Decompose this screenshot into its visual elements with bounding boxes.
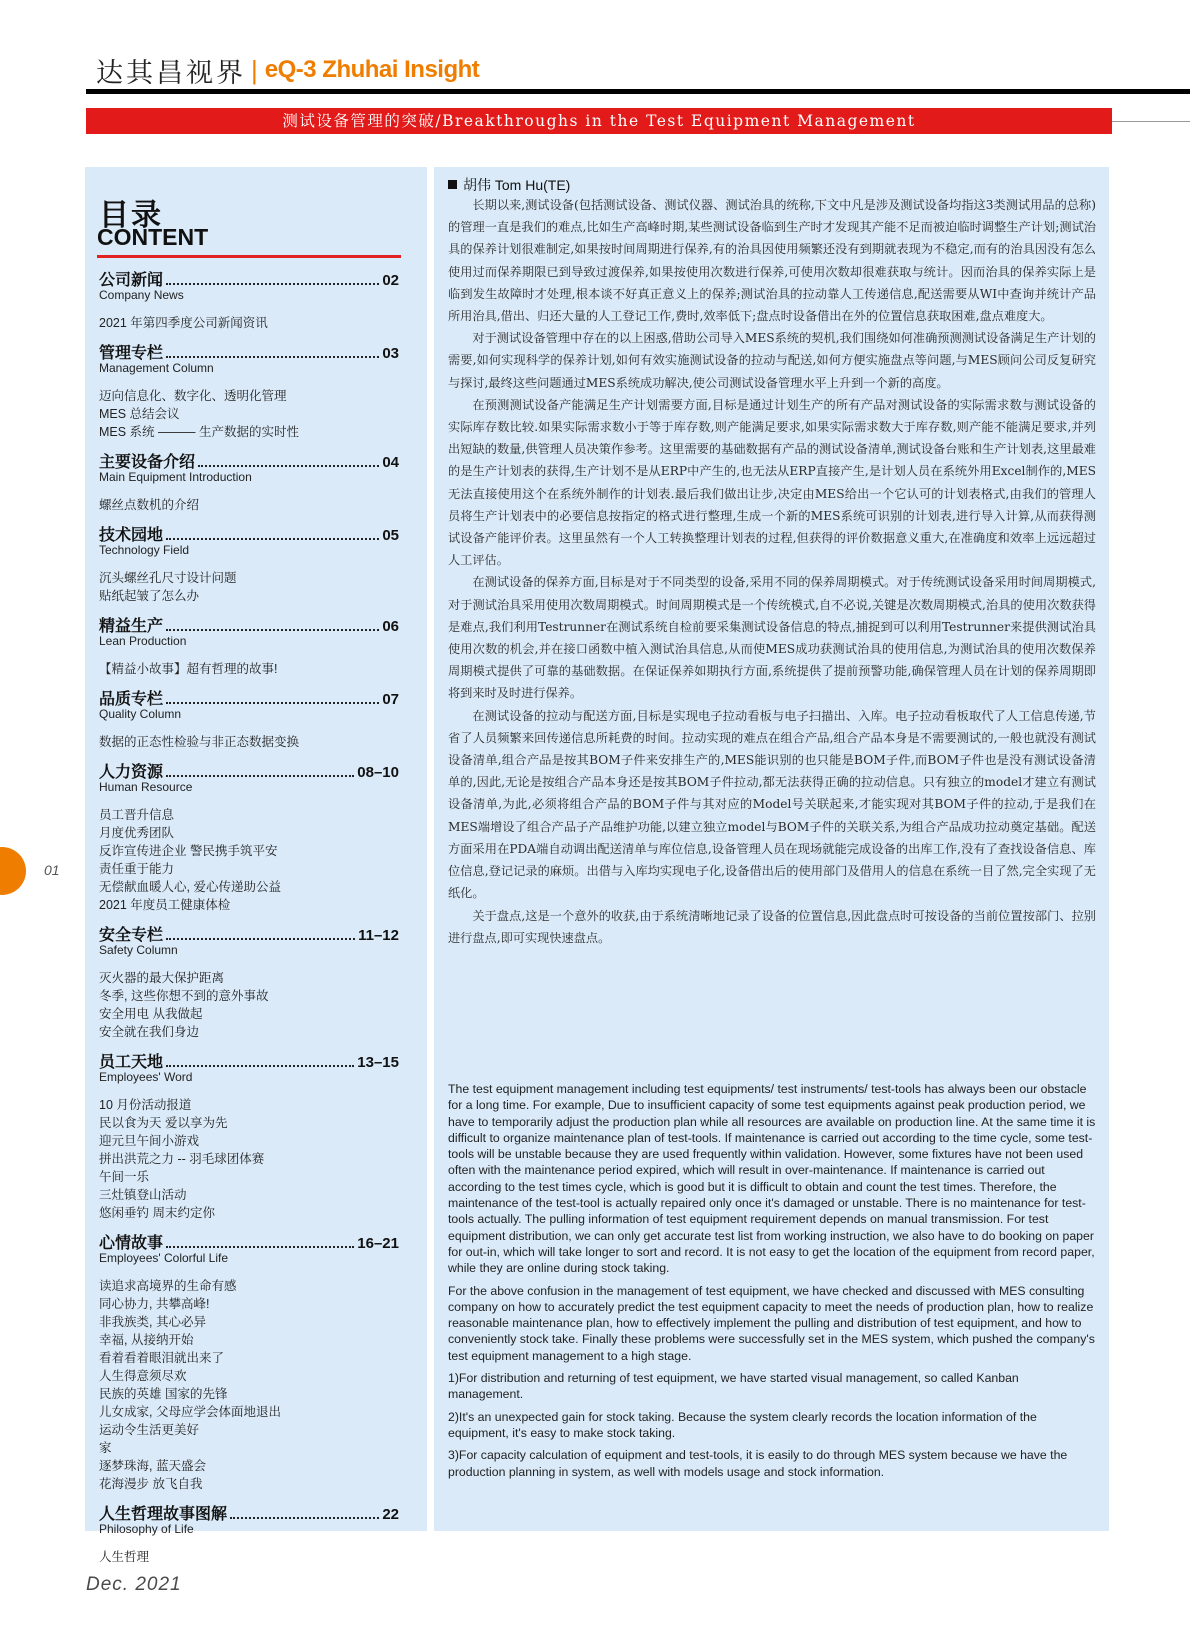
toc-page-number: 06 <box>382 618 399 635</box>
toc-item-list <box>99 1277 399 1493</box>
toc-item[interactable]: 【精益小故事】超有哲理的故事! <box>99 662 278 676</box>
toc-section-subtitle: Safety Column <box>99 943 178 957</box>
toc-item[interactable]: 花海漫步 放飞自我 <box>99 1477 203 1491</box>
dot-leader <box>166 356 379 358</box>
toc-item[interactable]: 人生得意须尽欢 <box>99 1369 187 1383</box>
toc-section <box>99 449 399 514</box>
toc-section-subtitle: Employees' Word <box>99 1070 193 1084</box>
toc-entry[interactable] <box>99 613 399 633</box>
toc-item[interactable]: 民以食为天 爱以享为先 <box>99 1116 228 1130</box>
toc-item[interactable]: 迈向信息化、数字化、透明化管理 <box>99 389 287 403</box>
toc-item[interactable]: 拼出洪荒之力 -- 羽毛球团体赛 <box>99 1152 265 1166</box>
article-body-zh <box>448 194 1096 949</box>
toc-section <box>99 922 399 1041</box>
toc-entry[interactable] <box>99 922 399 942</box>
toc-page-number: 22 <box>382 1506 399 1523</box>
article-title-banner: 测试设备管理的突破/Breakthroughs in the Test Equipment Management <box>86 108 1112 134</box>
toc-item[interactable]: 悠闲垂钓 周末约定你 <box>99 1206 215 1220</box>
dot-leader <box>166 283 379 285</box>
toc-section-title: 管理专栏 <box>99 345 164 362</box>
dot-leader <box>166 1246 354 1248</box>
toc-item[interactable]: 家 <box>99 1441 112 1455</box>
toc-item[interactable]: 儿女成家, 父母应学会体面地退出 <box>99 1405 281 1419</box>
toc-section-subtitle: Quality Column <box>99 707 182 721</box>
toc-item[interactable]: 人生哲理 <box>99 1550 150 1564</box>
toc-entry[interactable] <box>99 1230 399 1250</box>
toc-page-number: 07 <box>382 691 399 708</box>
toc-section-subtitle: Technology Field <box>99 543 190 557</box>
toc-section-title: 员工天地 <box>99 1054 164 1071</box>
toc-section <box>99 340 399 441</box>
toc-page-number: 02 <box>382 272 399 289</box>
toc-item[interactable]: 沉头螺丝孔尺寸设计问题 <box>99 571 237 585</box>
toc-entry[interactable] <box>99 759 399 779</box>
toc-item[interactable]: MES 总结会议 <box>99 407 180 421</box>
toc-item-list <box>99 733 399 751</box>
dot-leader <box>198 465 379 467</box>
toc-section-title: 人力资源 <box>99 764 164 781</box>
toc-item[interactable]: 三灶镇登山活动 <box>99 1188 187 1202</box>
paragraph-zh: 在预测测试设备产能满足生产计划需要方面,目标是通过计划生产的所有产品对测试设备的实际需求数与测试设备的实际库存数比较.如果实际需求数小于等于库存数,则产能满足要求,如果实际需求数大于库存数,则产能不能满足要求,并列出短缺的数量,供管理人员决策作参考。这里需要的基础数据有产品的测试设备清单,测试设备台账和生产计划表,这里最难的是生产计划表的获得,生产计划不是从ERP中产生的,也无法从ERP直接产生,是计划人员在系统外用Excel制作的,MES无法直接使用这个在系统外制作的计划表.最后我们做出让步,决定由MES给出一个它认可的计划表格式,由我们的管理人员将生产计划表中的必要信息按指定的格式进行整理,生成一个新的MES系统可识别的计划表,进行导入计算,从而获得测试设备产能评价表。这里虽然有一个人工转换整理计划表的过程,但获得的评价数据意义重大,在准确度和效率上远远超过人工评估。 <box>448 397 1096 568</box>
toc-section <box>99 759 399 914</box>
toc-section-title: 品质专栏 <box>99 691 164 708</box>
dot-leader <box>166 538 379 540</box>
toc-item[interactable]: 反诈宣传进企业 警民携手筑平安 <box>99 844 278 858</box>
toc-item[interactable]: 同心协力, 共攀高峰! <box>99 1297 210 1311</box>
toc-section-subtitle: Lean Production <box>99 634 187 648</box>
dot-leader <box>166 702 379 704</box>
page-number: 01 <box>44 862 60 878</box>
toc-heading-en: CONTENT <box>97 224 209 250</box>
toc-item-list <box>99 969 399 1041</box>
toc-heading-zh: 目录 <box>99 199 163 232</box>
toc-section-subtitle: Human Resource <box>99 780 193 794</box>
toc-item[interactable]: 逐梦珠海, 蓝天盛会 <box>99 1459 206 1473</box>
toc-item[interactable]: 幸福, 从接纳开始 <box>99 1333 194 1347</box>
toc-entry[interactable] <box>99 522 399 542</box>
paragraph-zh: 在测试设备的拉动与配送方面,目标是实现电子拉动看板与电子扫描出、入库。电子拉动看板取代了人工信息传递,节省了人员频繁来回传递信息所耗费的时间。拉动实现的难点在组合产品,组合产品本身是不需要测试的,一般也就没有测试设备清单,组合产品是按其BOM子件来安排生产的,MES能识别的也只能是BOM子件,而BOM子件也是没有测试设备清单的,因此,无论是按组合产品本身还是按其BOM子件拉动,都无法获得正确的拉动信息。只有独立的model才建立有测试设备清单,为此,必须将组合产品的BOM子件与其对应的Model号关联起来,才能实现对其BOM子件的拉动,于是我们在MES端增设了组合产品子产品维护功能,以建立独立model与BOM子件的关联关系,为组合产品成功拉动奠定基础。配送方面采用在PDA端自动调出配送清单与库位信息,设备管理人员在现场就能完成设备的出库工作,没有了查找设备信息、库位信息,登记记录的麻烦。出借与入库均实现电子化,设备借出后的使用部门及借用人的信息在系统一目了然,完全实现了无纸化。 <box>448 708 1096 901</box>
toc-item[interactable]: 数据的正态性检验与非正态数据变换 <box>99 735 300 749</box>
toc-item[interactable]: 贴纸起皱了怎么办 <box>99 589 200 603</box>
toc-section-title: 公司新闻 <box>99 272 164 289</box>
toc-section-subtitle: Management Column <box>99 361 214 375</box>
toc-item[interactable]: MES 系统 ——— 生产数据的实时性 <box>99 425 300 439</box>
toc-item[interactable]: 螺丝点数机的介绍 <box>99 498 200 512</box>
toc-item[interactable]: 运动令生活更美好 <box>99 1423 200 1437</box>
toc-section <box>99 686 399 751</box>
dot-leader <box>230 1517 379 1519</box>
toc-section-title: 人生哲理故事图解 <box>99 1506 228 1523</box>
toc-item[interactable]: 员工晋升信息 <box>99 808 175 822</box>
toc-list <box>99 267 399 1574</box>
toc-section-title: 精益生产 <box>99 618 164 635</box>
paragraph-en: The test equipment management including test equipments/ test instruments/ test-tools has always been our obstacle for a long time. For example, Due to insufficient capacity of some test equipments against peak production period, we have to temporarily adjust the production plan while all resources are available on production line. At the same time it is difficult to organize maintenance plan of test-tools. If maintenance is carried out according to the time cycle, some test-tools will be unstable because they are used frequently within validation. However, some fixtures have not been used often with the maintenance period expired, which will result in over-maintenance. If maintenance is carried out according to the test times cycle, which is good but it is difficult to obtain and count the test times. Therefore, the maintenance of the test-tool is actually repaired only once it's damaged or unstable. There is no maintenance for test-tools actually. The pulling information of test equipment requirement depends on manual transmission. For test equipment distribution, we can only get accurate test list from working instruction, we also have to do booking on paper for out-in, which will take longer to sort and record. It is not easy to get the location of the equipment from record paper, while they are online during stock taking. <box>448 1082 1096 1276</box>
toc-item[interactable]: 责任重于能力 <box>99 862 175 876</box>
toc-item[interactable]: 冬季, 这些你想不到的意外事故 <box>99 989 269 1003</box>
article-author <box>448 175 570 195</box>
toc-entry[interactable] <box>99 686 399 706</box>
bullet-square-icon <box>448 180 457 189</box>
toc-item[interactable]: 2021 年第四季度公司新闻资讯 <box>99 316 268 330</box>
toc-section-title: 心情故事 <box>99 1235 164 1252</box>
toc-item[interactable]: 非我族类, 其心必异 <box>99 1315 206 1329</box>
magazine-header <box>96 52 479 88</box>
paragraph-zh: 长期以来,测试设备(包括测试设备、测试仪器、测试治具的统称,下文中凡是涉及测试设备均指这3类测试用品的总称)的管理一直是我们的难点,比如生产高峰时期,某些测试设备临到生产时才发现其产能不足而被迫临时调整生产计划;测试治具的保养计划很难制定,如果按时间周期进行保养,有的治具因使用频繁还没有到期就表现为不稳定,而有的治具因没有怎么使用过而保养期限已到导致过渡保养,如果按使用次数进行保养,可使用次数却很难获取与统计。因而治具的保养实际上是临到发生故障时才处理,根本谈不好真正意义上的保养;测试治具的拉动靠人工传递信息,配送需要从WI中查询并统计产品所用治具,借出、归还大量的人工登记工作,费时,效率低下;盘点时设备借出在外的位置信息获取困难,盘点难度大。 <box>448 198 1096 324</box>
title-separator: | <box>251 54 258 85</box>
article-panel <box>434 167 1109 1531</box>
toc-section <box>99 522 399 605</box>
header-rule <box>86 89 1190 94</box>
toc-section-subtitle: Employees' Colorful Life <box>99 1251 229 1265</box>
magazine-title-en: eQ-3 Zhuhai Insight <box>264 56 480 83</box>
paragraph-en: 3)For capacity calculation of equipment and test-tools, it is easily to do through MES system because we have the production planning in system, as well with models usage and stock information. <box>448 1448 1068 1479</box>
toc-page-number: 04 <box>382 454 399 471</box>
dot-leader <box>166 938 355 940</box>
toc-section <box>99 1049 399 1222</box>
toc-item[interactable]: 民族的英雄 国家的先锋 <box>99 1387 228 1401</box>
toc-entry[interactable] <box>99 1501 399 1521</box>
toc-item[interactable]: 看着看着眼泪就出来了 <box>99 1351 225 1365</box>
dot-leader <box>166 1065 354 1067</box>
toc-item[interactable]: 无偿献血暖人心, 爱心传递助公益 <box>99 880 281 894</box>
toc-item-list <box>99 660 399 678</box>
author-name: 胡伟 Tom Hu(TE) <box>463 177 571 193</box>
toc-section-title: 安全专栏 <box>99 927 164 944</box>
toc-item[interactable]: 10 月份活动报道 <box>99 1098 192 1112</box>
dot-leader <box>166 629 379 631</box>
toc-page-number: 16–21 <box>357 1235 399 1252</box>
toc-section <box>99 1230 399 1493</box>
paragraph-zh: 在测试设备的保养方面,目标是对于不同类型的设备,采用不同的保养周期模式。对于传统测试设备采用时间周期模式,对于测试治具采用使用次数周期模式。时间周期模式是一个传统模式,自不必说,关键是次数周期模式,治具的使用次数获得是难点,我们利用Testrunner在测试系统自检前要采集测试设备信息的特点,捕捉到可以利用Testrunner来提供测试治具使用次数的机会,并在接口函数中植入测试治具信息,从而使MES成功获测试治具的使用信息,为测试治具的使用次数保养周期模式提供了可靠的基础数据。在保证保养如期执行方面,系统提供了提前预警功能,确保管理人员在计划的保养周期即将到来时及时进行保养。 <box>448 575 1096 701</box>
toc-section <box>99 1501 399 1566</box>
paragraph-zh: 对于测试设备管理中存在的以上困惑,借助公司导入MES系统的契机,我们围绕如何准确预测测试设备满足生产计划的需要,如何实现科学的保养计划,如何有效实施测试设备的拉动与配送,如何方便实施盘点等问题,与MES顾问公司反复研究与探讨,最终这些问题通过MES系统成功解决,使公司测试设备管理水平上升到一个新的高度。 <box>448 331 1096 390</box>
dot-leader <box>166 775 354 777</box>
toc-item[interactable]: 午间一乐 <box>99 1170 150 1184</box>
paragraph-en: 2)It's an unexpected gain for stock taking. Because the system clearly records the location information of the equipment, it's easy to make stock taking. <box>448 1409 1037 1440</box>
toc-item[interactable]: 读追求高境界的生命有感 <box>99 1279 237 1293</box>
toc-item[interactable]: 灭火器的最大保护距离 <box>99 971 225 985</box>
toc-item-list <box>99 1096 399 1222</box>
toc-section-title: 主要设备介绍 <box>99 454 196 471</box>
article-body-en <box>448 1081 1096 1486</box>
toc-page-number: 03 <box>382 345 399 362</box>
toc-section-subtitle: Main Equipment Introduction <box>99 470 252 484</box>
paragraph-zh: 关于盘点,这是一个意外的收获,由于系统清晰地记录了设备的位置信息,因此盘点时可按设备的当前位置按部门、拉别进行盘点,即可实现快速盘点。 <box>448 908 1096 945</box>
toc-item[interactable]: 月度优秀团队 <box>99 826 175 840</box>
toc-red-rule <box>97 255 401 258</box>
toc-page-number: 11–12 <box>358 927 399 944</box>
issue-date: Dec. 2021 <box>86 1574 182 1595</box>
toc-item-list <box>99 806 399 914</box>
toc-item-list <box>99 387 399 441</box>
toc-section-title: 技术园地 <box>99 527 164 544</box>
toc-section <box>99 267 399 332</box>
toc-section-subtitle: Company News <box>99 288 184 302</box>
toc-entry[interactable] <box>99 267 399 287</box>
toc-entry[interactable] <box>99 449 399 469</box>
table-of-contents <box>85 167 427 1564</box>
toc-item[interactable]: 安全就在我们身边 <box>99 1025 200 1039</box>
toc-item-list <box>99 314 399 332</box>
toc-item-list <box>99 496 399 514</box>
magazine-title-zh: 达其昌视界 <box>96 57 246 89</box>
toc-item[interactable]: 迎元旦午间小游戏 <box>99 1134 200 1148</box>
toc-entry[interactable] <box>99 340 399 360</box>
toc-item[interactable]: 安全用电 从我做起 <box>99 1007 203 1021</box>
toc-entry[interactable] <box>99 1049 399 1069</box>
toc-section-subtitle: Philosophy of Life <box>99 1522 194 1536</box>
page-tab-marker <box>0 847 26 895</box>
toc-item-list <box>99 569 399 605</box>
toc-item-list <box>99 1548 399 1566</box>
toc-page-number: 08–10 <box>357 764 399 781</box>
toc-section <box>99 613 399 678</box>
toc-page-number: 05 <box>382 527 399 544</box>
header-thin-rule <box>1112 121 1190 122</box>
toc-item[interactable]: 2021 年度员工健康体检 <box>99 898 231 912</box>
paragraph-en: 1)For distribution and returning of test equipment, we have started visual management, so called Kanban management. <box>448 1371 1019 1402</box>
paragraph-en: For the above confusion in the management of test equipment, we have checked and discussed with MES consulting company on how to accurately predict the test equipment capacity to meet the needs of production plan, how to realize reasonable maintenance plan, how to effectively implement the pulling and distribution of test equipment, and how to conveniently stock take. Finally these problems were successfully set in the MES system, which pushed the company's test equipment management to a high stage. <box>448 1283 1095 1363</box>
toc-page-number: 13–15 <box>357 1054 399 1071</box>
